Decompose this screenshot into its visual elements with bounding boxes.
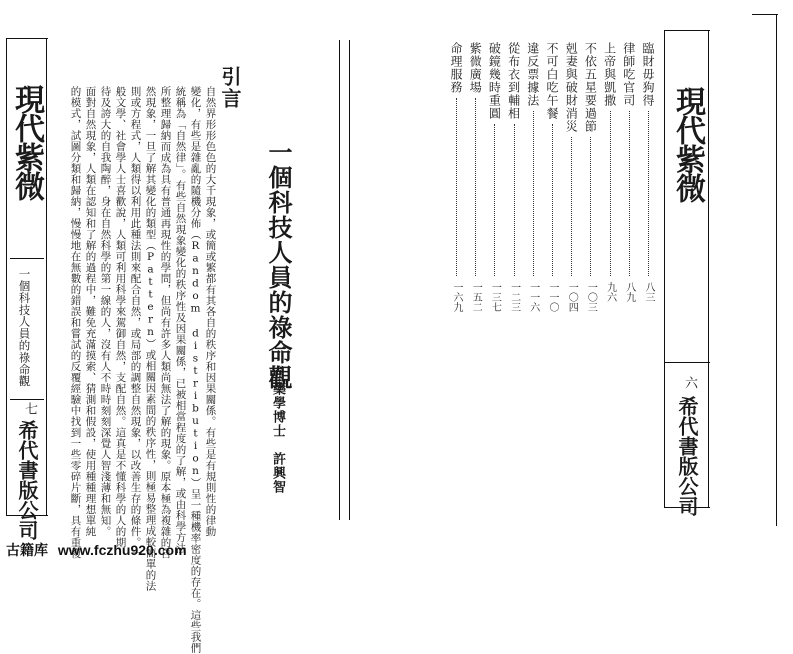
watermark-site: 古籍库	[6, 542, 48, 558]
toc-entry-page: 八九	[623, 282, 635, 302]
toc-entry-leader	[456, 98, 457, 276]
toc-entry-page: 一三七	[489, 282, 501, 312]
article-title: 一個科技人員的祿命觀	[264, 140, 293, 390]
body-col-10: 的模式，試圖分類和歸納，慢慢地在無數的錯誤和嘗試的反覆經驗中找到一些零碎片斷，具有重複	[69, 86, 82, 559]
toc-entry-leader	[610, 111, 611, 276]
side-page-number: 七	[22, 402, 37, 415]
toc-entry-leader	[590, 137, 591, 276]
page-gutter-left	[339, 40, 340, 520]
body-col-2: 變化，有些是雜亂的隨機分佈（Random distribution）呈一種機率密度的存在。這些我們	[189, 86, 202, 654]
body-col-9: 面對自然現象，人類在認知和了解的過程中，難免充滿摸索、猜測和假設，使用種種理想單純	[84, 86, 97, 537]
body-col-4: 所整理歸納而成為具有普通再現性的學問，但尚有許多人類尚無法了解的現象。原本極為複雜的自	[159, 86, 172, 559]
body-col-7: 般文學、社會學人士喜歡說，人類可利用科學來駕御自然，支配自然。這真是不懂科學的人的期	[114, 86, 127, 548]
side-book-title-right: 現代紫微	[670, 86, 705, 202]
toc-entry-leader	[533, 111, 534, 276]
toc-entry-page: 一六九	[451, 282, 462, 312]
side-publisher-right: 希代書版公司	[675, 396, 699, 516]
toc-entry-page: 一一〇	[547, 282, 558, 312]
body-col-6: 則或方程式，人類得以利用此種法則來配合自然，或局部的調整自然現象，以改善生存的條件。一	[129, 86, 142, 559]
toc-entry-title: 不可白吃午餐	[545, 42, 559, 120]
body-col-5: 然現象，一旦了解其變化的類型（Pattern）或相關因素間的秩序性，則極易整理成較簡單的法	[144, 86, 157, 592]
body-col-1: 自然界形形色色的大千現象，或簡或繁都有其各自的秩序和因果關係。有些是有規則性的律動	[204, 86, 217, 537]
side-page-number-right: 六	[682, 376, 697, 389]
toc-entry-page: 九六	[604, 282, 616, 302]
toc-entry-leader	[514, 124, 515, 276]
toc-entry-leader	[571, 137, 572, 276]
right-edge-top	[752, 14, 778, 15]
side-running-title: 一個科技人員的祿命觀	[17, 268, 32, 387]
toc-entry-title: 破鏡幾時重圓	[487, 42, 502, 120]
body-col-8: 待及誇大的自我陶醉，身在自然科學的第一線的人，沒有人不時時刻刻深覺人智淺薄和無知。	[99, 86, 112, 537]
right-frame-top	[664, 30, 710, 31]
toc-entry-title: 律師吃官司	[621, 42, 636, 107]
toc-entry-leader	[629, 111, 630, 276]
toc-entry-page: 一一六	[527, 282, 539, 312]
toc-entry-title: 違反票據法	[525, 42, 540, 107]
toc-entry-leader	[475, 98, 476, 276]
right-page	[350, 0, 793, 540]
toc-entry-title: 上帝與凱撒	[602, 42, 617, 107]
side-publisher: 希代書版公司	[15, 420, 39, 540]
right-frame-divider	[664, 362, 710, 363]
toc-entry-leader	[648, 111, 649, 276]
right-frame-outer	[708, 30, 709, 508]
section-heading: 引言	[218, 66, 242, 110]
article-author: 藥學博士 許興智	[270, 382, 285, 494]
watermark	[6, 540, 187, 560]
right-edge-rule	[776, 14, 777, 526]
side-book-title: 現代紫微	[9, 84, 44, 200]
toc-entry-title: 命理服務	[449, 42, 463, 94]
left-frame-top	[6, 38, 48, 39]
toc-entry-title: 臨財毋狗得	[641, 42, 655, 107]
toc-entry-page: 一五二	[470, 282, 482, 312]
watermark-url: www.fczhu920.com	[57, 542, 187, 558]
body-col-3: 統稱為「自然律」。有些自然現象變化的秩序性及因果關係，已被相當程度的了解，或由科學方法	[174, 86, 187, 554]
toc-entry-leader	[494, 124, 495, 276]
toc-entry-title: 剋妻與破財消災	[564, 42, 579, 133]
toc-entry-title: 不依五星要過節	[583, 42, 598, 133]
toc-entry-leader	[552, 124, 553, 276]
toc-entry-title: 從布衣到輔相	[506, 42, 521, 120]
left-frame-inner	[46, 38, 47, 516]
toc-entry-title: 紫微廣場	[468, 42, 483, 94]
toc-entry-page: 八三	[643, 282, 654, 302]
toc-entry-page: 一二三	[508, 282, 520, 312]
toc-entry-page: 一〇四	[566, 282, 578, 312]
toc-entry-page: 一〇三	[585, 282, 597, 312]
